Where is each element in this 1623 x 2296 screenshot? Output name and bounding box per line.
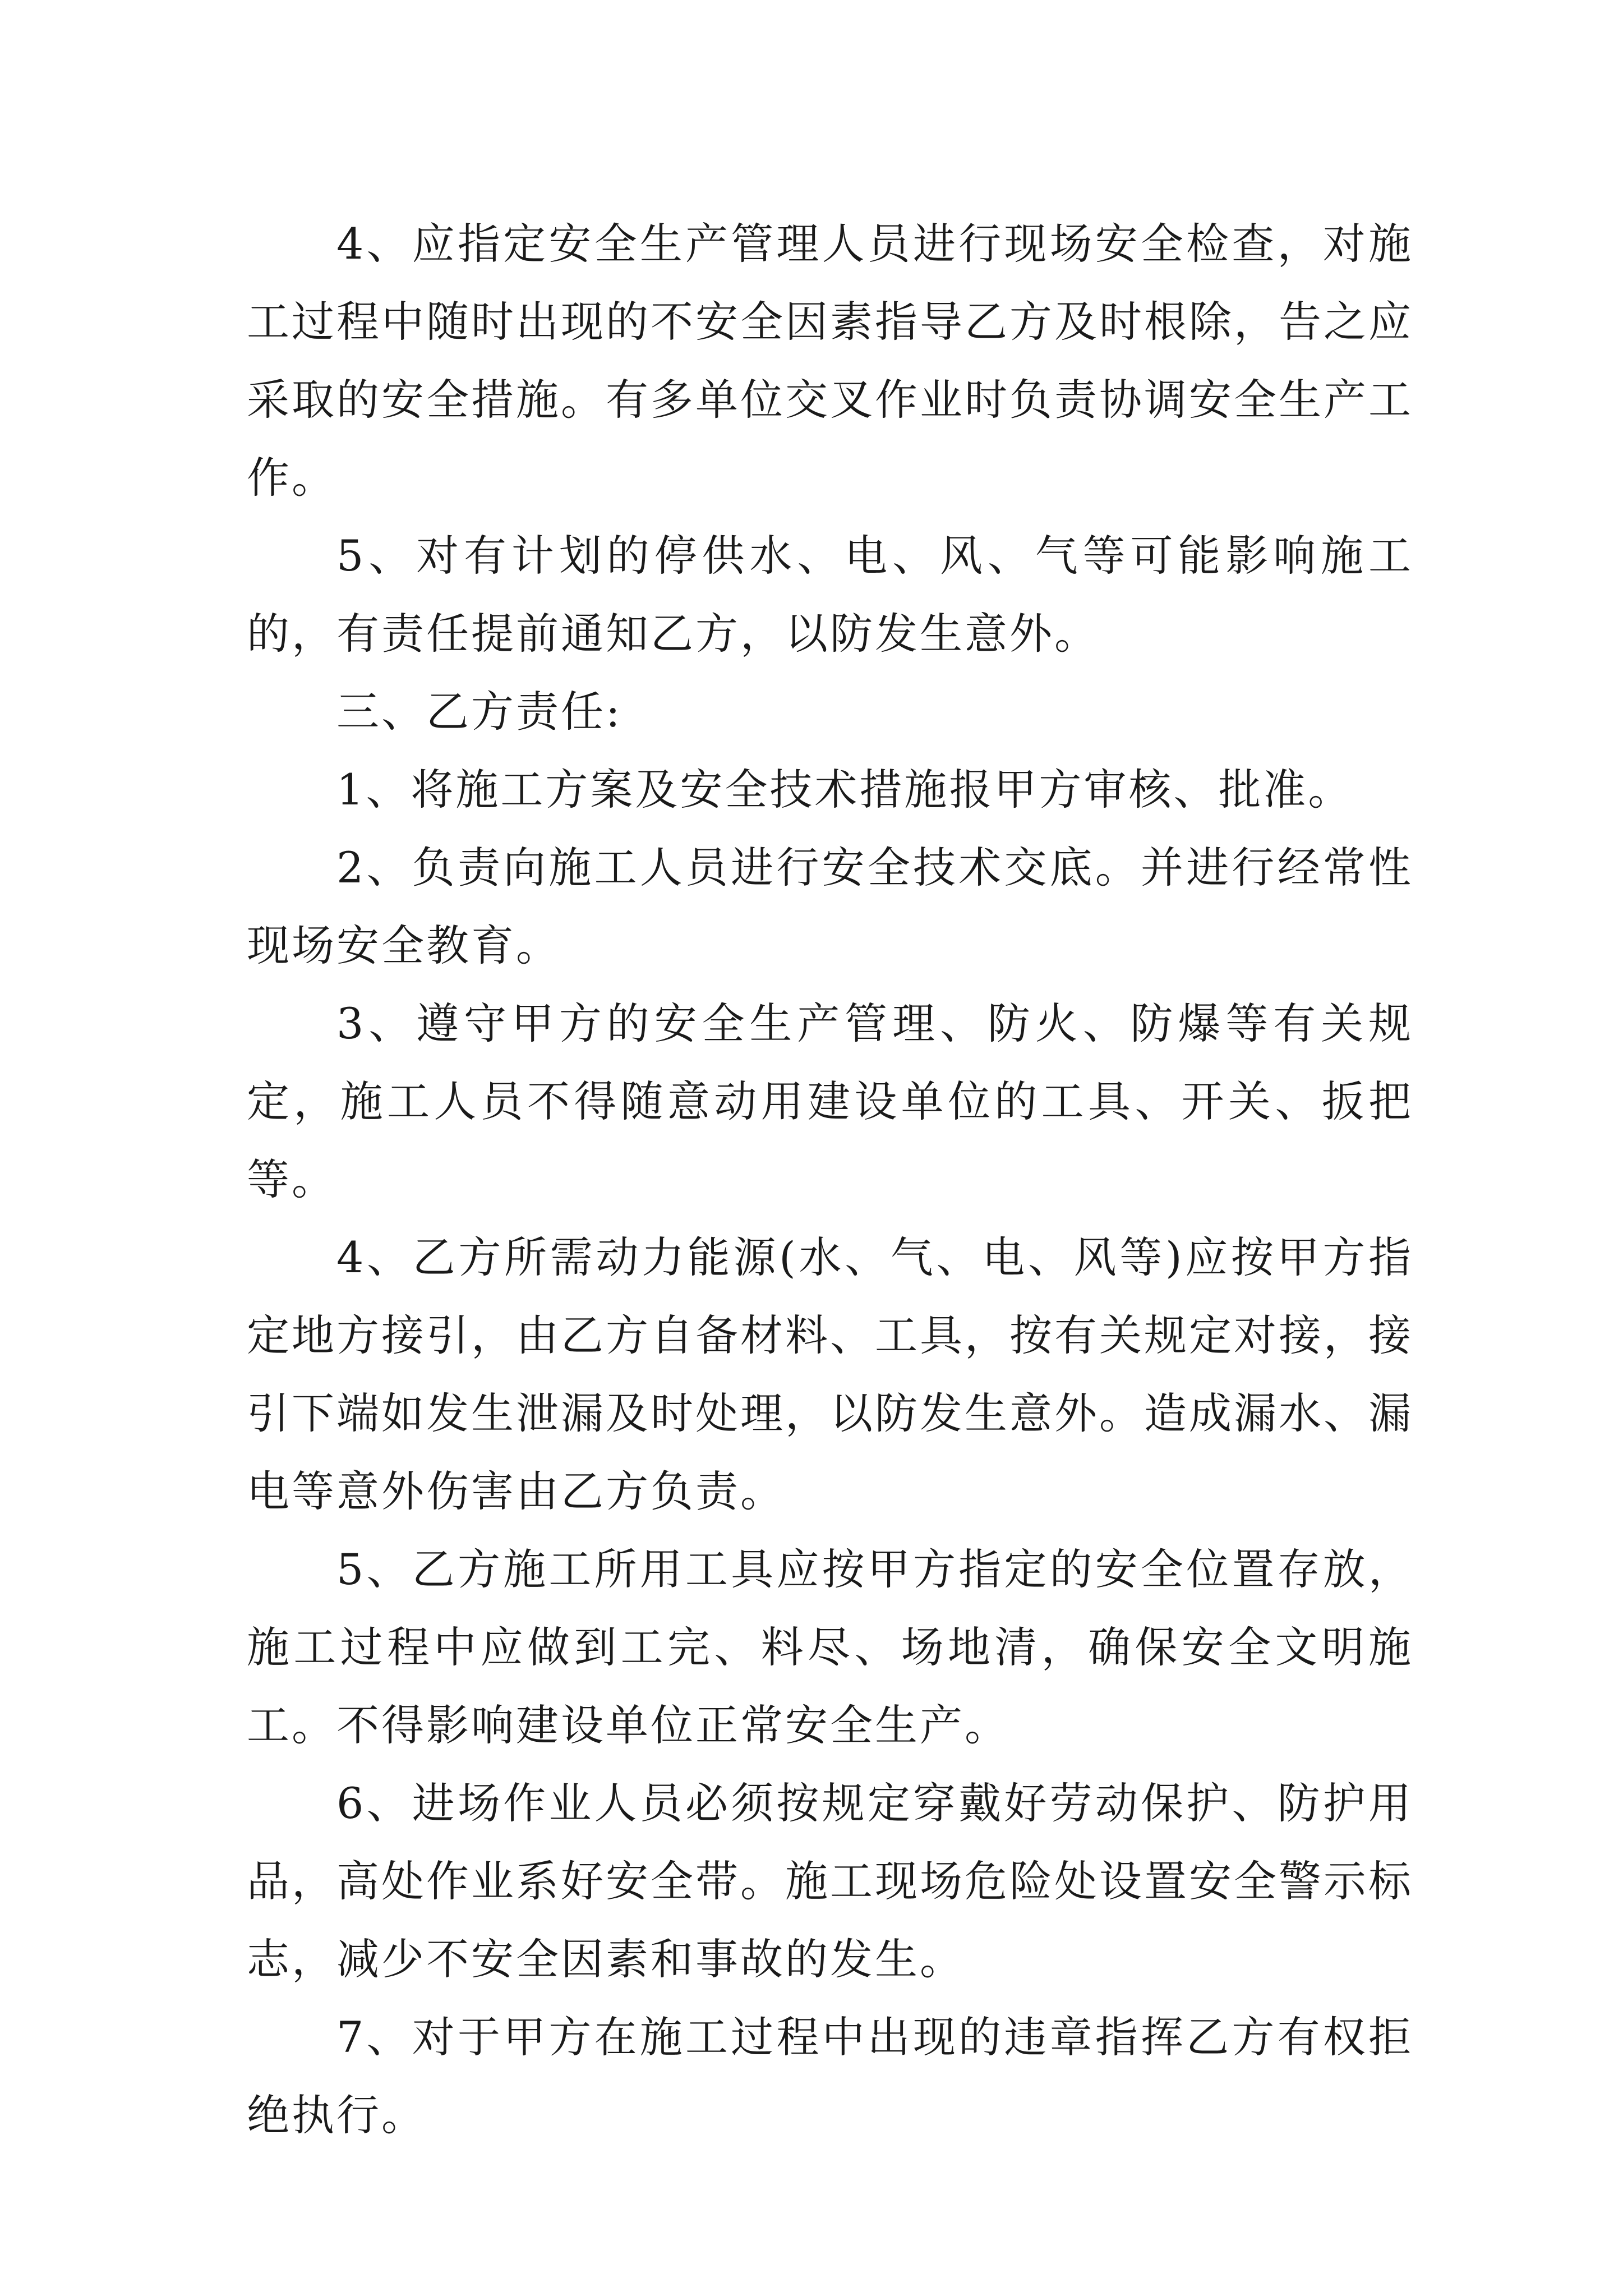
- paragraph-party-b-item-1: 1、将施工方案及安全技术措施报甲方审核、批准。: [336, 765, 1353, 815]
- section-heading-party-b: 三、乙方责任:: [336, 687, 623, 737]
- paragraph-party-b-item-4: 4、乙方所需动力能源(水、气、电、风等)应按甲方指定地方接引，由乙方自备材料、工具，按有关规定对接，接引下端如发生泄漏及时处理，以防发生意外。造成漏水、漏电等意外伤害由乙方负责。: [247, 1232, 1413, 1516]
- paragraph-party-a-item-4: 4、应指定安全生产管理人员进行现场安全检查，对施工过程中随时出现的不安全因素指导乙方及时根除，告之应采取的安全措施。有多单位交叉作业时负责协调安全生产工作。: [247, 219, 1413, 503]
- paragraph-party-b-item-3: 3、遵守甲方的安全生产管理、防火、防爆等有关规定，施工人员不得随意动用建设单位的工具、开关、扳把等。: [247, 999, 1413, 1204]
- paragraph-party-a-item-5: 5、对有计划的停供水、电、风、气等可能影响施工的，有责任提前通知乙方，以防发生意外。: [247, 531, 1413, 659]
- paragraph-party-b-item-5: 5、乙方施工所用工具应按甲方指定的安全位置存放，施工过程中应做到工完、料尽、场地清，确保安全文明施工。不得影响建设单位正常安全生产。: [247, 1544, 1413, 1750]
- document-body: [247, 205, 1413, 2154]
- paragraph-party-b-item-2: 2、负责向施工人员进行安全技术交底。并进行经常性现场安全教育。: [247, 843, 1413, 970]
- paragraph-party-b-item-6: 6、进场作业人员必须按规定穿戴好劳动保护、防护用品，高处作业系好安全带。施工现场危险处设置安全警示标志，减少不安全因素和事故的发生。: [247, 1778, 1413, 1984]
- paragraph-party-b-item-7: 7、对于甲方在施工过程中出现的违章指挥乙方有权拒绝执行。: [247, 2012, 1413, 2140]
